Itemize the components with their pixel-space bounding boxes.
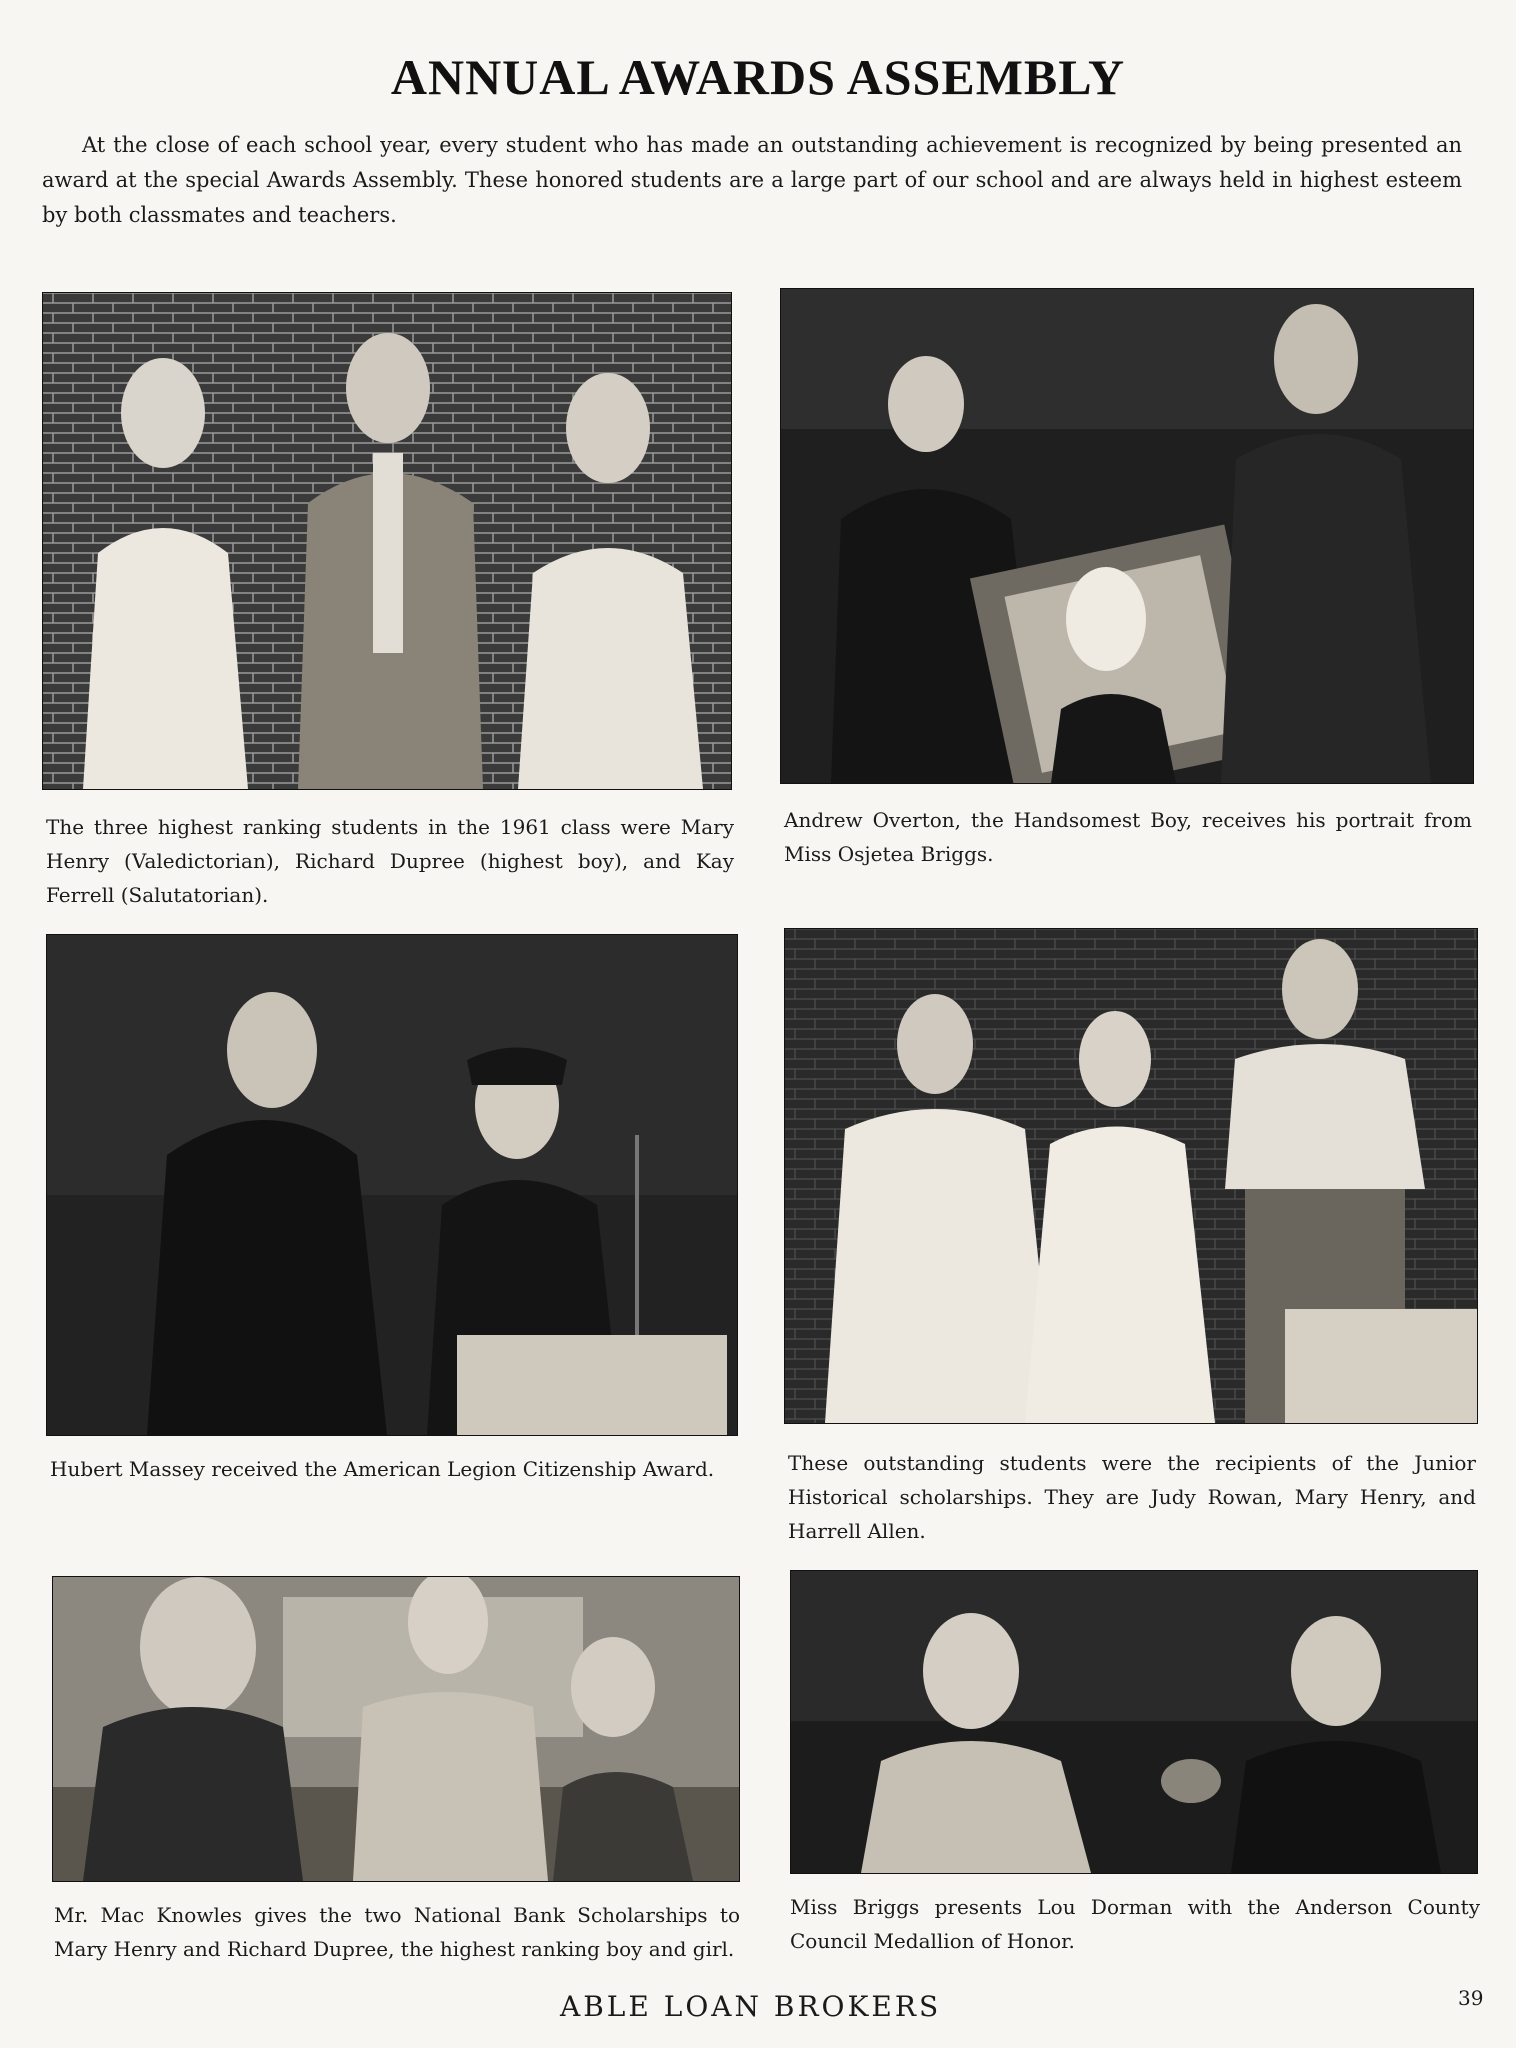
caption-portrait-presentation: Andrew Overton, the Handsomest Boy, receives his portrait from Miss Osjetea Briggs. — [784, 808, 1472, 866]
photo-legion-award — [46, 934, 738, 1436]
photo-portrait-presentation — [780, 288, 1474, 784]
intro-paragraph: At the close of each school year, every student who has made an outstanding achievement is recognized by being presented an award at the special Awards Assembly. These honored students are a large part of our school and are always held in highest esteem by both classmates and teachers. — [42, 133, 1462, 227]
caption-top-students: The three highest ranking students in the 1961 class were Mary Henry (Valedictorian), Richard Dupree (highest boy), and Kay Ferrell (Salutatorian). — [46, 815, 734, 907]
photo-medallion-of-honor — [790, 1570, 1478, 1874]
caption-legion-award: Hubert Massey received the American Legion Citizenship Award. — [50, 1457, 715, 1481]
footer-sponsor: ABLE LOAN BROKERS — [560, 1990, 942, 2023]
caption-medallion-of-honor: Miss Briggs presents Lou Dorman with the Anderson County Council Medallion of Honor. — [790, 1895, 1480, 1953]
page-title: ANNUAL AWARDS ASSEMBLY — [390, 49, 1126, 105]
caption-bank-scholarships: Mr. Mac Knowles gives the two National Bank Scholarships to Mary Henry and Richard Dupree, the highest ranking boy and girl. — [54, 1903, 740, 1961]
photo-bank-scholarships — [52, 1576, 740, 1882]
page-number: 39 — [1458, 1986, 1484, 2010]
photo-junior-historical — [784, 928, 1478, 1424]
photo-top-students — [42, 292, 732, 790]
caption-junior-historical: These outstanding students were the recipients of the Junior Historical scholarships. They are Judy Rowan, Mary Henry, and Harrell Allen. — [788, 1451, 1476, 1543]
